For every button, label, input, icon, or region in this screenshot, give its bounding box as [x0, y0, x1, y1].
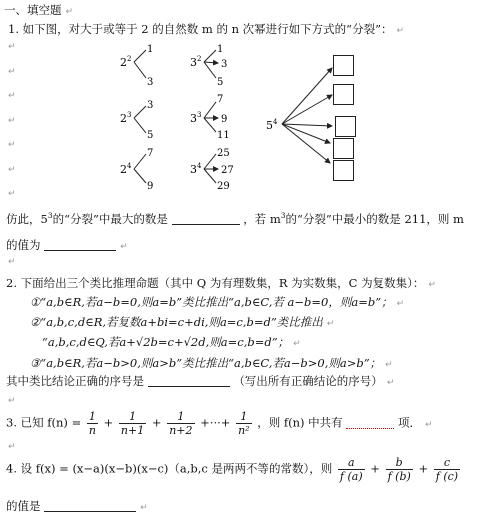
- split-part: 1: [217, 44, 224, 55]
- split-part: 9: [221, 114, 228, 125]
- fraction: $\frac{1}{n+2}$: [169, 410, 193, 437]
- split-part: 7: [217, 94, 224, 105]
- answer-blank[interactable]: [172, 213, 240, 225]
- q2-ask: 其中类比结论正确的序号是 （写出所有正确结论的序号） ↵: [6, 374, 395, 388]
- group-base: $2^2$: [120, 55, 132, 69]
- group-3-4: [190, 148, 234, 192]
- fraction: $\frac{1}{n+1}$: [120, 410, 145, 437]
- split-part: 11: [217, 130, 230, 141]
- q4-line2: 的值是 ↵: [6, 499, 148, 513]
- q4-line: 4. 设 f(x) = (x−a)(x−b)(x−c)（a,b,c 是两两不等的常数），则 $\frac{a}{f (a)}$ + $\frac{b}{f (b)}$ + $\frac{c}{f (c)}$: [6, 456, 459, 483]
- fraction: $\frac{c}{f (c)}$: [435, 456, 459, 483]
- q1-split-figure: [100, 38, 430, 198]
- answer-blank[interactable]: [148, 375, 230, 387]
- fraction: $\frac{1}{\text{n²}}$: [238, 410, 250, 437]
- answer-box: [333, 160, 354, 181]
- fraction: $\frac{b}{f (b)}$: [387, 456, 411, 483]
- split-part: 1: [147, 44, 154, 55]
- split-part: 7: [147, 148, 154, 159]
- para-mark: ↵: [8, 189, 16, 199]
- split-part: 5: [147, 130, 154, 141]
- split-part: 27: [221, 165, 234, 176]
- para-mark: ↵: [8, 91, 16, 101]
- answer-box: [335, 116, 356, 137]
- q1-line2: 的值为 ↵: [6, 238, 128, 252]
- split-part: 3: [147, 100, 154, 111]
- group-base: $3^3$: [190, 111, 202, 125]
- q1-line1: 仿此，$5^3$的“分裂”中最大的数是 ，若 $m^3$的“分裂”中最小的数是 211，则 m: [6, 211, 464, 226]
- group-base: $3^2$: [190, 55, 202, 69]
- q2-item2b: “a,b,c,d∈Q,若a+√2b=c+√2d,则a=c,b=d”； ↵: [42, 335, 301, 349]
- group-base: $2^4$: [120, 162, 132, 176]
- q1-intro: 1. 如下图，对大于或等于 2 的自然数 m 的 n 次幂进行如下方式的“分裂”： ↵: [8, 22, 404, 36]
- para-mark: ↵: [8, 116, 16, 126]
- para-mark: ↵: [8, 257, 16, 267]
- q2-item2a: ②“a,b,c,d∈R,若复数a+bi=c+di,则a=c,b=d”类比推出 ↵: [30, 315, 335, 329]
- fraction: $\frac{1}{n}$: [88, 410, 96, 437]
- split-part: 5: [217, 77, 224, 88]
- q3-line: 3. 已知 f(n) = $\frac{1}{n}$ + $\frac{1}{n+1}$ + $\frac{1}{n+2}$ +···+ $\frac{1}{\text{n²}}$ ，则 f(n) 中共有 项． ↵: [6, 410, 433, 437]
- para-mark: ↵: [8, 42, 16, 52]
- group-2-3: [120, 100, 153, 141]
- para-mark: ↵: [8, 165, 16, 175]
- answer-box: [333, 84, 354, 105]
- split-part: 9: [147, 181, 154, 192]
- split-part: 3: [221, 59, 228, 70]
- para-mark: ↵: [8, 67, 16, 77]
- split-part: 29: [217, 181, 230, 192]
- answer-blank[interactable]: [44, 500, 136, 512]
- answer-blank[interactable]: [44, 239, 116, 251]
- group-2-2: [120, 44, 153, 88]
- fraction: $\frac{a}{f (a)}$: [339, 456, 363, 483]
- group-2-4: [120, 148, 153, 192]
- section-title: 一、填空题 ↵: [4, 3, 74, 17]
- group-3-2: [190, 44, 227, 88]
- group-5-4: [266, 68, 332, 163]
- group-3-3: [190, 94, 230, 141]
- group-base: $2^3$: [120, 111, 132, 125]
- answer-box: [333, 138, 354, 159]
- answer-blank[interactable]: [346, 417, 394, 429]
- group-base: $5^4$: [266, 118, 278, 132]
- q2-item3: ③“a,b∈R,若a−b>0,则a>b”类比推出“a,b∈C,若a−b>0,则a>b”； ↵: [30, 356, 393, 370]
- para-mark: ↵: [8, 140, 16, 150]
- para-mark: ↵: [8, 442, 16, 452]
- para-mark: ↵: [8, 396, 16, 406]
- split-part: 25: [217, 148, 230, 159]
- split-part: 3: [147, 77, 154, 88]
- q2-intro: 2. 下面给出三个类比推理命题（其中 Q 为有理数集，R 为实数集，C 为复数集）： ↵: [6, 276, 436, 290]
- answer-box: [333, 55, 354, 76]
- group-base: $3^4$: [190, 162, 202, 176]
- q2-item1: ①“a,b∈R,若a−b=0,则a=b”类比推出“a,b∈C,若 a−b=0，则a=b”； ↵: [30, 295, 405, 309]
